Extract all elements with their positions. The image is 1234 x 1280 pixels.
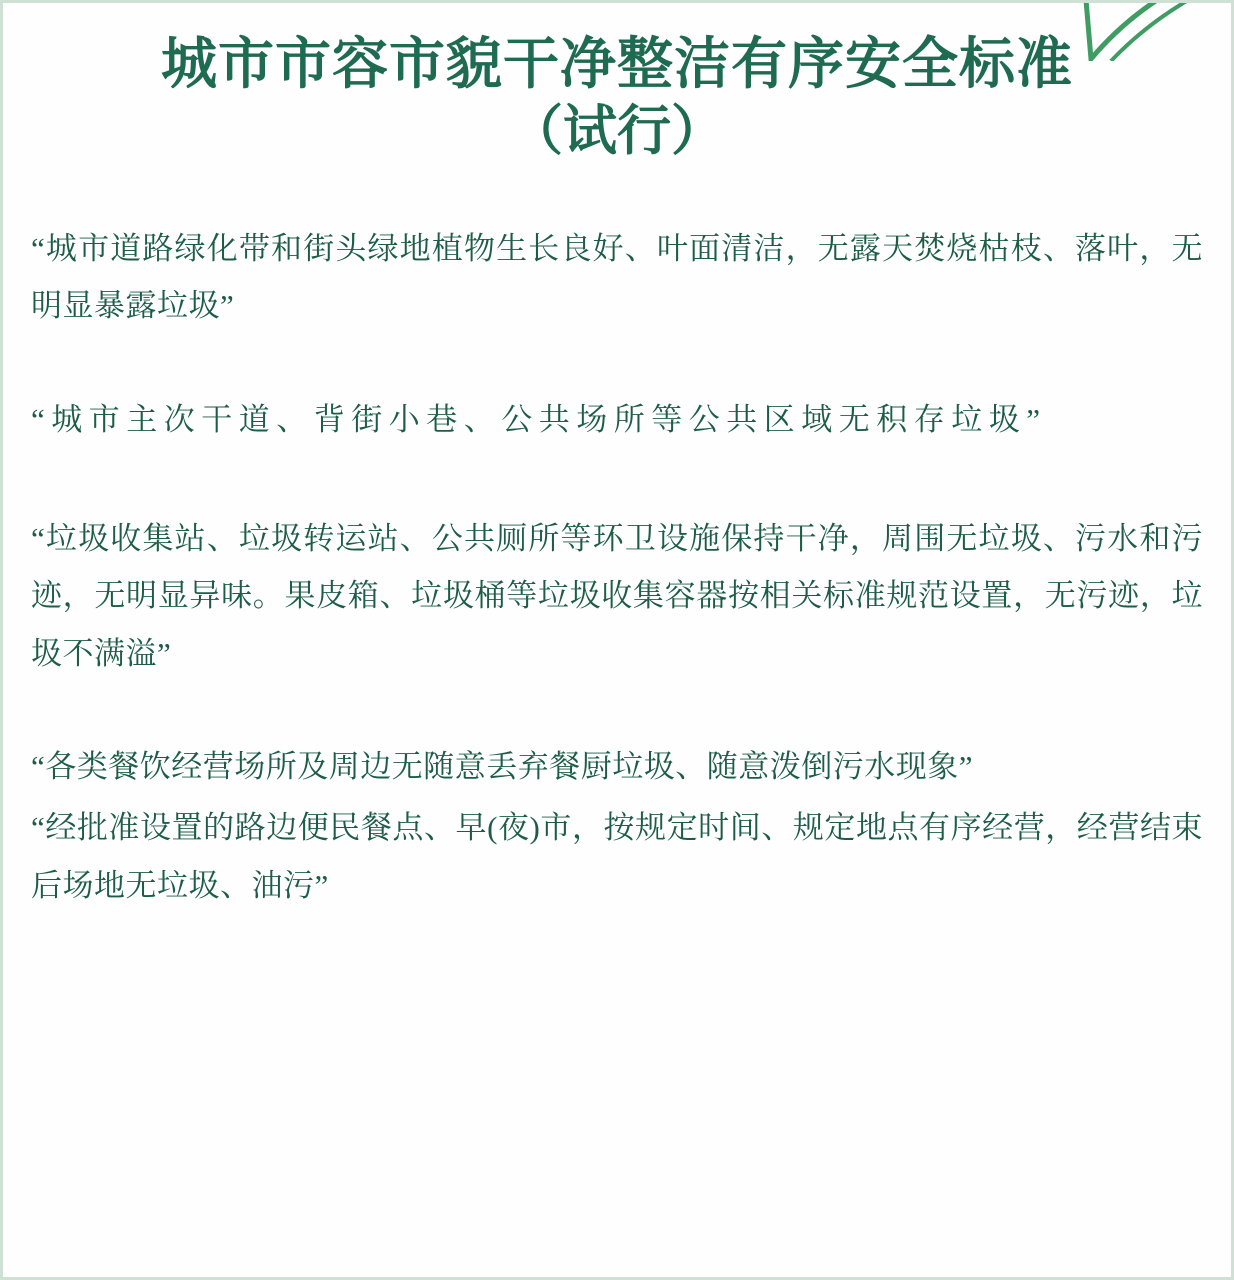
document-body [3,164,1231,914]
paragraph-4: “各类餐饮经营场所及周边无随意丢弃餐厨垃圾、随意泼倒污水现象” [31,748,974,784]
paragraph-3: “垃圾收集站、垃圾转运站、公共厕所等环卫设施保持干净，周围无垃圾、污水和污迹，无明显异味。果皮箱、垃圾桶等垃圾收集容器按相关标准规范设置，无污迹，垃圾不满溢” [31,520,1203,671]
title-block [3,3,1231,164]
paragraph-1: “城市道路绿化带和街头绿地植物生长良好、叶面清洁，无露天焚烧枯枝、落叶，无明显暴露垃圾” [31,230,1203,324]
paragraph-2: “城市主次干道、背街小巷、公共场所等公共区域无积存垃圾” [31,401,1047,437]
page-title: 城市市容市貌干净整洁有序安全标准 [161,32,1073,95]
paragraph-5: “经批准设置的路边便民餐点、早(夜)市，按规定时间、规定地点有序经营，经营结束后场地无垃圾、油污” [31,810,1203,903]
page-subtitle: （试行） [509,101,725,162]
